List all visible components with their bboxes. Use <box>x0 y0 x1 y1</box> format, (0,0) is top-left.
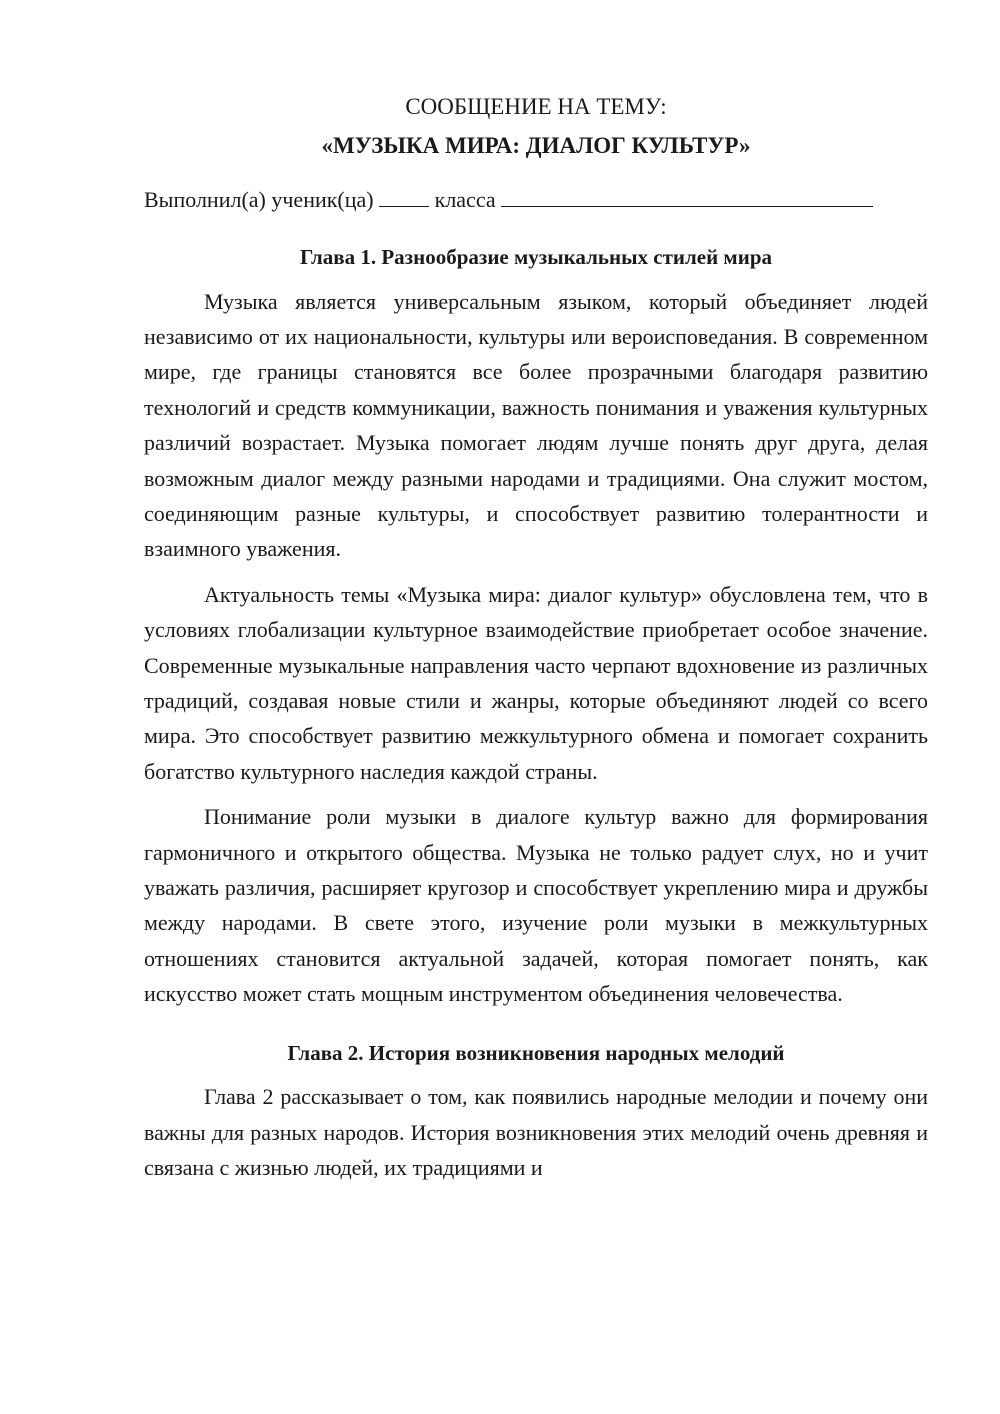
topic-line: СООБЩЕНИЕ НА ТЕМУ: <box>405 94 667 119</box>
chapter-1-heading: Глава 1. Разнообразие музыкальных стилей мира <box>299 245 773 269</box>
chapter-1-paragraph-2: Актуальность темы «Музыка мира: диалог культур» обусловлена тем, что в условиях глобализации культурное взаимодействие приобретает особое значение. Современные музыкальные направления часто черпают вдохновение из различных традиций, создавая новые стили и жанры, которые объединяют людей со всего мира. Это способствует развитию межкультурного обмена и помогает сохранить богатство культурного наследия каждой страны. <box>144 581 928 784</box>
chapter-2-heading: Глава 2. История возникновения народных мелодий <box>287 1040 785 1065</box>
class-label: класса <box>434 187 496 212</box>
name-blank <box>501 186 873 207</box>
document-page <box>144 90 928 1195</box>
chapter-1-paragraph-3: Понимание роли музыки в диалоге культур важно для формирования гармоничного и открытого общества. Музыка не только радует слух, но и учит уважать различия, расширяет кругозор и способствует укреплению мира и дружбы между народами. В свете этого, изучение роли музыки в межкультурных отношениях становится актуальной задачей, которая помогает понять, как искусство может стать мощным инструментом объединения человечества. <box>144 804 928 1007</box>
chapter-1-paragraph-1: Музыка является универсальным языком, который объединяет людей независимо от их национальности, культуры или вероисповедания. В современном мире, где границы становятся все более прозрачными благодаря развитию технологий и средств коммуникации, важность понимания и уважения культурных различий возрастает. Музыка помогает людям лучше понять друг друга, делая возможным диалог между разными народами и традициями. Она служит мостом, соединяющим разные культуры, и способствует развитию толерантности и взаимного уважения. <box>144 288 928 562</box>
student-line <box>144 183 928 216</box>
document-title: «МУЗЫКА МИРА: ДИАЛОГ КУЛЬТУР» <box>321 132 751 158</box>
grade-blank <box>379 186 429 207</box>
performed-by-label: Выполнил(а) ученик(ца) <box>144 187 374 212</box>
chapter-2-paragraph-1: Глава 2 рассказывает о том, как появились народные мелодии и почему они важны для разных народов. История возникновения этих мелодий очень древняя и связана с жизнью людей, их традициями и <box>144 1084 928 1180</box>
